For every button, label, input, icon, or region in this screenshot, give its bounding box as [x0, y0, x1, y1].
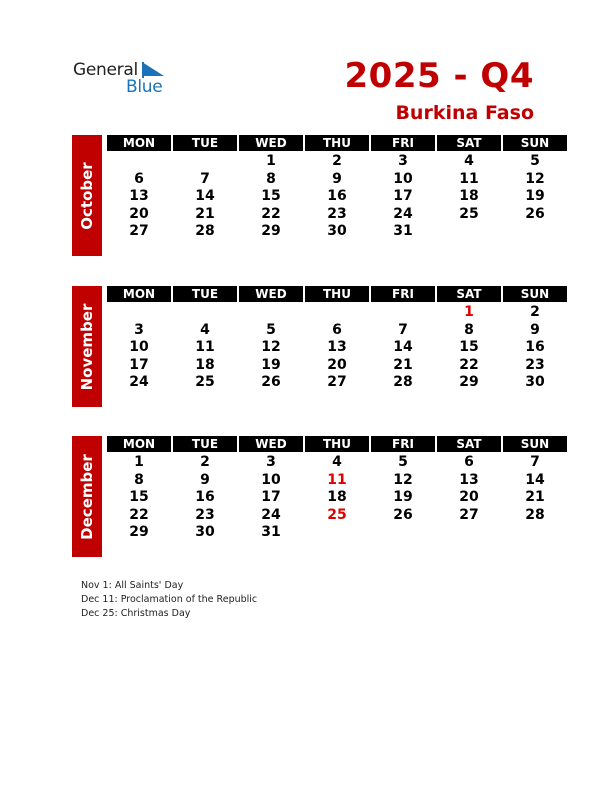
day-cell: 31 [393, 223, 413, 239]
day-cell: 18 [459, 188, 479, 204]
day-cell: 6 [464, 454, 474, 470]
day-cell: 15 [129, 489, 149, 505]
day-cell: 8 [134, 471, 144, 488]
weekday-header: FRI [371, 286, 435, 302]
empty-day-cell [107, 153, 171, 171]
day-cell: 28 [195, 223, 215, 239]
day-cell: 17 [129, 356, 149, 373]
week-row [107, 171, 569, 189]
week-row [107, 489, 569, 507]
day-cell: 29 [459, 374, 479, 390]
day-cell: 11 [459, 170, 479, 187]
day-grid [107, 304, 569, 392]
day-cell: 21 [525, 489, 545, 505]
day-cell: 5 [398, 454, 408, 470]
weekday-header: SAT [437, 135, 501, 151]
day-cell: 22 [459, 356, 479, 373]
day-cell: 30 [525, 374, 545, 390]
day-cell: 23 [195, 506, 215, 523]
logo-flag-icon [142, 62, 164, 78]
weekday-header: MON [107, 286, 171, 302]
day-cell: 28 [393, 374, 413, 390]
week-row [107, 339, 569, 357]
weekday-header: WED [239, 436, 303, 452]
day-cell: 19 [525, 188, 545, 204]
day-cell: 23 [327, 205, 347, 222]
day-cell: 29 [129, 524, 149, 540]
holiday-note: Dec 11: Proclamation of the Republic [81, 594, 258, 605]
day-cell: 25 [195, 374, 215, 390]
day-cell: 12 [393, 471, 413, 488]
day-cell: 27 [459, 506, 479, 523]
day-cell: 10 [393, 170, 413, 187]
day-cell: 25 [459, 205, 479, 222]
day-cell: 9 [200, 471, 210, 488]
week-row [107, 374, 569, 392]
empty-day-cell [239, 304, 303, 322]
month-name: October [78, 161, 96, 230]
week-row [107, 304, 569, 322]
day-cell: 22 [261, 205, 281, 222]
holiday-note: Nov 1: All Saints' Day [81, 580, 184, 591]
month-band [72, 135, 102, 256]
day-cell: 7 [200, 170, 210, 187]
empty-day-cell [503, 223, 567, 241]
weekday-header: TUE [173, 436, 237, 452]
day-cell: 17 [261, 489, 281, 505]
day-cell: 13 [327, 339, 347, 355]
day-cell: 13 [129, 188, 149, 204]
weekday-header: SUN [503, 436, 567, 452]
holiday-note: Dec 25: Christmas Day [81, 608, 191, 619]
month-block-november [72, 286, 550, 407]
weekday-header: TUE [173, 135, 237, 151]
week-row [107, 357, 569, 375]
day-cell: 27 [129, 223, 149, 239]
day-cell: 19 [261, 356, 281, 373]
day-cell: 15 [459, 339, 479, 355]
day-cell: 11 [195, 339, 215, 355]
day-cell: 16 [327, 188, 347, 204]
weekday-header: MON [107, 436, 171, 452]
empty-day-cell [503, 524, 567, 542]
holiday-day-cell: 11 [327, 471, 347, 488]
day-cell: 10 [261, 471, 281, 488]
day-cell: 3 [398, 153, 408, 169]
month-name: November [78, 303, 96, 390]
day-cell: 18 [327, 489, 347, 505]
day-cell: 12 [261, 339, 281, 355]
week-row [107, 472, 569, 490]
day-cell: 8 [266, 170, 276, 187]
week-row [107, 454, 569, 472]
day-cell: 8 [464, 321, 474, 338]
day-cell: 3 [134, 321, 144, 338]
logo-word-blue: Blue [126, 77, 163, 97]
weekday-header: THU [305, 286, 369, 302]
day-cell: 7 [398, 321, 408, 338]
empty-day-cell [173, 153, 237, 171]
day-cell: 23 [525, 356, 545, 373]
empty-day-cell [437, 223, 501, 241]
week-row [107, 223, 569, 241]
day-cell: 17 [393, 188, 413, 204]
day-cell: 20 [327, 356, 347, 373]
day-cell: 27 [327, 374, 347, 390]
day-cell: 30 [327, 223, 347, 239]
month-block-december [72, 436, 550, 557]
day-cell: 28 [525, 506, 545, 523]
country-name: Burkina Faso [395, 102, 534, 124]
holiday-notes [81, 579, 257, 621]
month-band [72, 286, 102, 407]
day-cell: 31 [261, 524, 281, 540]
weekday-header: THU [305, 436, 369, 452]
day-cell: 13 [459, 471, 479, 488]
weekday-header: SAT [437, 286, 501, 302]
weekday-header: TUE [173, 286, 237, 302]
week-row [107, 507, 569, 525]
logo-word-general: General [73, 60, 138, 80]
day-cell: 2 [332, 153, 342, 169]
weekday-header-row [107, 286, 569, 302]
week-row [107, 206, 569, 224]
weekday-header: WED [239, 286, 303, 302]
empty-day-cell [107, 304, 171, 322]
day-grid [107, 153, 569, 241]
day-cell: 15 [261, 188, 281, 204]
day-cell: 21 [393, 356, 413, 373]
weekday-header: WED [239, 135, 303, 151]
day-cell: 16 [195, 489, 215, 505]
week-row [107, 188, 569, 206]
empty-day-cell [173, 304, 237, 322]
day-cell: 26 [525, 205, 545, 222]
generalblue-logo [73, 60, 173, 96]
day-cell: 3 [266, 454, 276, 470]
weekday-header: SAT [437, 436, 501, 452]
day-cell: 19 [393, 489, 413, 505]
month-block-october [72, 135, 550, 256]
weekday-header-row [107, 436, 569, 452]
day-cell: 9 [530, 321, 540, 338]
day-cell: 14 [393, 339, 413, 355]
day-cell: 1 [134, 454, 144, 470]
day-cell: 16 [525, 339, 545, 355]
day-cell: 10 [129, 339, 149, 355]
day-cell: 20 [129, 205, 149, 222]
day-cell: 1 [266, 153, 276, 169]
day-cell: 30 [195, 524, 215, 540]
day-cell: 24 [261, 506, 281, 523]
month-band [72, 436, 102, 557]
empty-day-cell [371, 524, 435, 542]
day-cell: 5 [266, 321, 276, 338]
weekday-header: THU [305, 135, 369, 151]
day-cell: 14 [525, 471, 545, 488]
month-name: December [78, 453, 96, 540]
holiday-day-cell: 25 [327, 506, 347, 523]
day-cell: 14 [195, 188, 215, 204]
day-cell: 22 [129, 506, 149, 523]
day-cell: 12 [525, 170, 545, 187]
day-cell: 6 [134, 170, 144, 187]
weekday-header: SUN [503, 286, 567, 302]
day-cell: 24 [393, 205, 413, 222]
week-row [107, 153, 569, 171]
week-row [107, 322, 569, 340]
day-cell: 20 [459, 489, 479, 505]
day-cell: 2 [530, 304, 540, 320]
day-cell: 4 [200, 321, 210, 338]
weekday-header: FRI [371, 135, 435, 151]
empty-day-cell [305, 304, 369, 322]
weekday-header: SUN [503, 135, 567, 151]
day-cell: 4 [464, 153, 474, 169]
day-cell: 9 [332, 170, 342, 187]
weekday-header: MON [107, 135, 171, 151]
day-cell: 29 [261, 223, 281, 239]
empty-day-cell [305, 524, 369, 542]
day-cell: 26 [261, 374, 281, 390]
weekday-header: FRI [371, 436, 435, 452]
day-cell: 26 [393, 506, 413, 523]
day-cell: 18 [195, 356, 215, 373]
week-row [107, 524, 569, 542]
day-grid [107, 454, 569, 542]
holiday-day-cell: 1 [464, 304, 474, 320]
day-cell: 2 [200, 454, 210, 470]
day-cell: 5 [530, 153, 540, 169]
weekday-header-row [107, 135, 569, 151]
empty-day-cell [437, 524, 501, 542]
day-cell: 24 [129, 374, 149, 390]
day-cell: 6 [332, 321, 342, 338]
day-cell: 21 [195, 205, 215, 222]
day-cell: 4 [332, 454, 342, 470]
page-title: 2025 - Q4 [344, 56, 534, 96]
empty-day-cell [371, 304, 435, 322]
day-cell: 7 [530, 454, 540, 470]
